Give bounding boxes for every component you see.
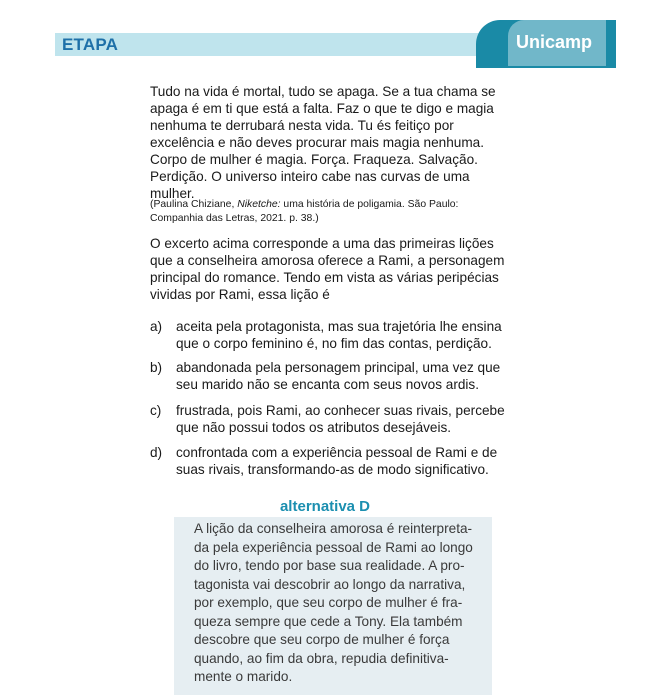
citation-rest: uma história de poligamia. São Paulo: Companhia das Letras, 2021. p. 38.) — [150, 199, 459, 224]
option-letter: a) — [150, 319, 163, 334]
answer-line: A lição da conselheira amorosa é reinterpreta- — [194, 521, 473, 536]
citation-prefix: (Paulina Chiziane, — [150, 199, 238, 210]
brand-logo: ETAPA — [62, 35, 119, 54]
answer-line: quando, ao fim da obra, repudia definitiva- — [194, 650, 449, 666]
option-line: confrontada com a experiência pessoal de Rami e de — [176, 445, 498, 460]
answer-title: alternativa D — [279, 498, 371, 515]
option-line: suas rivais, transformando-as de modo significativo. — [176, 462, 489, 477]
prompt-line: principal do romance. Tendo em vista as várias peripécias — [150, 270, 499, 285]
citation-work: Niketche: — [237, 199, 281, 210]
institution-label: Unicamp — [516, 32, 593, 52]
question-prompt — [150, 235, 512, 303]
answer-line: por exemplo, que seu corpo de mulher é fra- — [194, 595, 463, 610]
answer-line: descobre que seu corpo de mulher é força — [194, 632, 450, 647]
option-line: abandonada pela personagem principal, uma vez que — [176, 360, 501, 375]
prompt-line: vividas por Rami, essa lição é — [150, 287, 330, 302]
quote-line: Tudo na vida é mortal, tudo se apaga. Se a tua chama se — [150, 84, 496, 99]
answer-line: mente o marido. — [194, 669, 293, 684]
option-letter: d) — [150, 445, 163, 460]
option-line: seu marido não se encanta com seus novos ardis. — [176, 377, 480, 392]
answer-line: da pela experiência pessoal de Rami ao longo — [194, 539, 473, 555]
quote-line: Corpo de mulher é magia. Força. Fraqueza. Salvação. — [150, 152, 478, 167]
quote-block — [150, 83, 512, 202]
option-letter: c) — [150, 403, 162, 418]
option-line: aceita pela protagonista, mas sua trajetória lhe ensina — [176, 319, 502, 334]
prompt-line: O excerto acima corresponde a uma das primeiras lições — [150, 236, 494, 251]
option-line: que não possui todos os atributos desejáveis. — [176, 420, 452, 435]
citation — [150, 198, 512, 226]
prompt-line: que a conselheira amorosa oferece a Rami, a personagem — [150, 253, 505, 268]
answer-line: tagonista vai descobrir ao longo da narrativa, — [194, 576, 466, 592]
quote-line: mulher. — [150, 186, 195, 201]
quote-line: Perdição. O universo inteiro cabe nas curvas de uma — [150, 169, 470, 184]
quote-line: apaga é em ti que está a falta. Faz o que te digo e magia — [150, 101, 494, 116]
option-line: que o corpo feminino é, no fim das contas, perdição. — [176, 336, 492, 351]
quote-line: excelência e não deves procurar mais magia nenhuma. — [150, 135, 484, 150]
option-line: frustrada, pois Rami, ao conhecer suas rivais, percebe — [176, 403, 505, 418]
answer-line: do livro, tendo por base sua realidade. A pro- — [194, 558, 465, 573]
answer-text — [194, 520, 484, 687]
answer-line: queza sempre que cede a Tony. Ela também — [194, 613, 463, 629]
quote-line: nenhuma te derrubará nesta vida. Tu és feitiço por — [150, 118, 454, 133]
option-letter: b) — [150, 360, 163, 375]
